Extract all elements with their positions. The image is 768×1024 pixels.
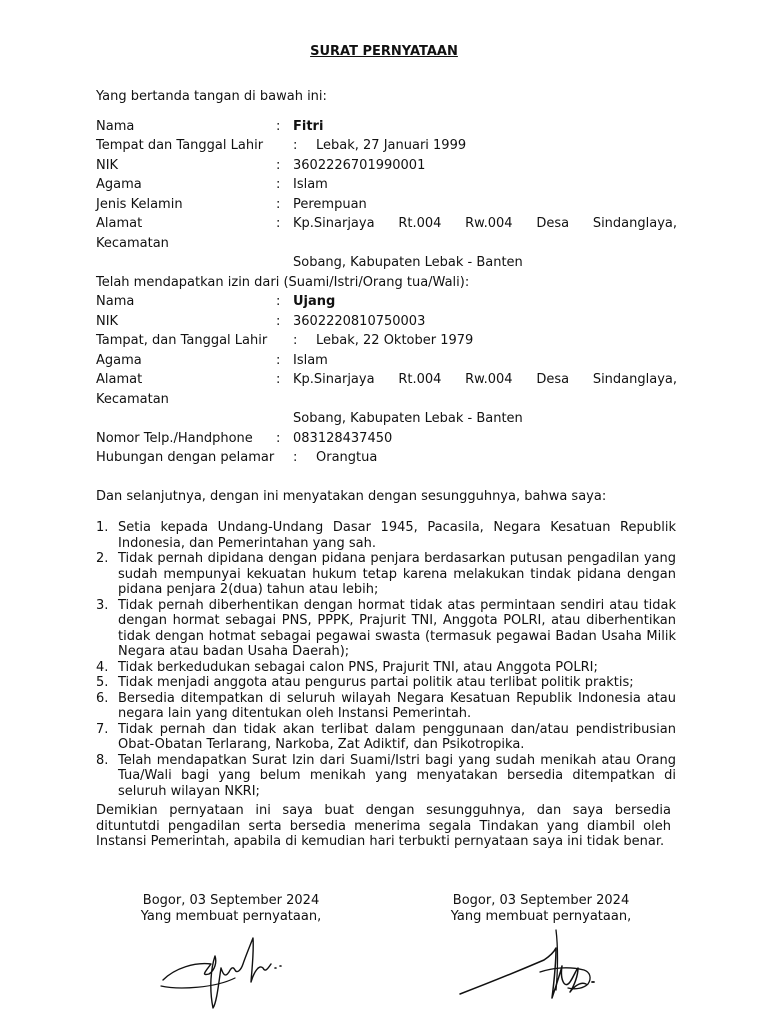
field-label: Tempat dan Tanggal Lahir xyxy=(96,138,264,153)
colon: : xyxy=(276,119,281,134)
list-text: Tidak menjadi anggota atau pengurus partai politik atau terlibat politik praktis; xyxy=(118,675,634,690)
address-word: Sindanglaya, xyxy=(592,216,677,231)
person-nik-row xyxy=(96,158,678,174)
address-word: Kp.Sinarjaya xyxy=(293,216,375,231)
field-label: Tampat, dan Tanggal Lahir xyxy=(96,333,268,348)
guardian-relation-value: Orangtua xyxy=(316,450,378,465)
field-label: Jenis Kelamin xyxy=(96,197,183,212)
list-number: 2. xyxy=(96,551,109,566)
colon: : xyxy=(276,353,281,368)
field-label: NIK xyxy=(96,158,119,173)
guardian-name-row xyxy=(96,294,678,310)
person-religion-row xyxy=(96,177,678,193)
list-text: Setia kepada Undang-Undang Dasar 1945, Pacasila, Negara Kesatuan Republik Indonesia, dan Pemerintahan yang sah. xyxy=(118,520,676,551)
permission-intro: Telah mendapatkan izin dari (Suami/Istri/Orang tua/Wali): xyxy=(96,275,470,290)
field-label: Alamat xyxy=(96,216,143,231)
field-label: Agama xyxy=(96,353,142,368)
list-number: 3. xyxy=(96,597,109,613)
person-address-line2: Sobang, Kabupaten Lebak - Banten xyxy=(293,255,523,270)
field-label: Hubungan dengan pelamar xyxy=(96,450,275,465)
guardian-nik-row xyxy=(96,314,678,330)
guardian-religion-row xyxy=(96,353,678,369)
list-number: 7. xyxy=(96,721,109,737)
guardian-religion-value: Islam xyxy=(293,353,328,368)
handwritten-signature-left xyxy=(155,928,290,1020)
colon: : xyxy=(276,314,281,329)
colon: : xyxy=(276,216,281,231)
list-item xyxy=(96,598,676,660)
list-item xyxy=(96,753,676,800)
guardian-nik-value: 3602220810750003 xyxy=(293,314,426,329)
colon: : xyxy=(293,450,298,465)
colon: : xyxy=(276,158,281,173)
colon: : xyxy=(276,177,281,192)
field-label: Nama xyxy=(96,119,135,134)
person-name-value: Fitri xyxy=(293,119,324,134)
colon: : xyxy=(293,138,298,153)
field-label: Nama xyxy=(96,294,135,309)
guardian-birth-row xyxy=(96,333,678,349)
signature-place-date: Bogor, 03 September 2024 xyxy=(142,893,320,908)
signature-block-right xyxy=(421,893,661,925)
list-number: 1. xyxy=(96,520,109,535)
declaration-intro: Dan selanjutnya, dengan ini menyatakan dengan sesungguhnya, bahwa saya: xyxy=(96,489,607,504)
colon: : xyxy=(276,431,281,446)
person-birth-row xyxy=(96,138,678,154)
guardian-address-value xyxy=(293,372,677,388)
person-name-row xyxy=(96,119,678,135)
colon: : xyxy=(276,294,281,309)
list-text: Tidak pernah dipidana dengan pidana penjara berdasarkan putusan pengadilan yang sudah mempunyai kekuatan hukum tetap karena melakukan tindak pidana dengan pidana penjara 2(dua) tahun atau lebih; xyxy=(118,551,676,597)
address-word: Desa xyxy=(536,372,570,387)
address-word: Rt.004 xyxy=(398,216,442,231)
person-address-wrap: Kecamatan xyxy=(96,236,169,251)
guardian-address-line2: Sobang, Kabupaten Lebak - Banten xyxy=(293,411,523,426)
guardian-birth-value: Lebak, 22 Oktober 1979 xyxy=(316,333,474,348)
handwritten-signature-right xyxy=(456,926,606,1020)
guardian-name-value: Ujang xyxy=(293,294,336,309)
guardian-phone-value: 083128437450 xyxy=(293,431,393,446)
person-birth-value: Lebak, 27 Januari 1999 xyxy=(316,138,467,153)
closing-paragraph: Demikian pernyataan ini saya buat dengan sesungguhnya, dan saya bersedia dituntutdi pengadilan serta bersedia menerima segala Tindakan yang diambil oleh Instansi Pemerintah, apabila di kemudian hari terbukti pernyataan saya ini tidak benar. xyxy=(96,803,671,849)
person-address-value xyxy=(293,216,677,232)
list-item xyxy=(96,722,676,753)
list-number: 5. xyxy=(96,675,109,690)
colon: : xyxy=(276,372,281,387)
list-item xyxy=(96,660,676,676)
document-title: SURAT PERNYATAAN xyxy=(310,44,458,59)
signature-role: Yang membuat pernyataan, xyxy=(450,909,632,924)
colon: : xyxy=(293,333,298,348)
address-word: Rw.004 xyxy=(465,216,513,231)
colon: : xyxy=(276,197,281,212)
list-number: 8. xyxy=(96,752,109,768)
address-word: Desa xyxy=(536,216,570,231)
list-text: Tidak pernah dan tidak akan terlibat dalam penggunaan dan/atau pendistribusian Obat-Obatan Terlarang, Narkoba, Zat Adiktif, dan Psikotropika. xyxy=(118,721,676,752)
list-number: 4. xyxy=(96,659,109,675)
person-gender-row xyxy=(96,197,678,213)
address-word: Sindanglaya, xyxy=(592,372,677,387)
list-item xyxy=(96,551,676,598)
person-religion-value: Islam xyxy=(293,177,328,192)
address-word: Kp.Sinarjaya xyxy=(293,372,375,387)
list-text: Telah mendapatkan Surat Izin dari Suami/Istri bagi yang sudah menikah atau Orang Tua/Wali bagi yang belum menikah yang menyatakan bersedia ditempatkan di seluruh wilayan NKRI; xyxy=(118,752,676,799)
list-text: Tidak berkedudukan sebagai calon PNS, Prajurit TNI, atau Anggota POLRI; xyxy=(118,659,598,675)
address-word: Rw.004 xyxy=(465,372,513,387)
list-number: 6. xyxy=(96,690,109,706)
guardian-address-wrap: Kecamatan xyxy=(96,392,169,407)
person-nik-value: 3602226701990001 xyxy=(293,158,426,173)
guardian-relation-row xyxy=(96,450,678,466)
signature-block-left xyxy=(111,893,351,925)
field-label: NIK xyxy=(96,314,119,329)
field-label: Alamat xyxy=(96,372,143,387)
statement-list xyxy=(96,520,676,799)
signature-place-date: Bogor, 03 September 2024 xyxy=(452,893,630,908)
list-item xyxy=(96,691,676,722)
list-item xyxy=(96,675,676,691)
address-word: Rt.004 xyxy=(398,372,442,387)
signature-role: Yang membuat pernyataan, xyxy=(140,909,322,924)
list-item xyxy=(96,520,676,551)
list-text: Bersedia ditempatkan di seluruh wilayah Negara Kesatuan Republik Indonesia atau negara lain yang ditentukan oleh Instansi Pemerintah. xyxy=(118,690,676,721)
guardian-phone-row xyxy=(96,431,678,447)
person-gender-value: Perempuan xyxy=(293,197,367,212)
field-label: Agama xyxy=(96,177,142,192)
field-label: Nomor Telp./Handphone xyxy=(96,431,253,446)
list-text: Tidak pernah diberhentikan dengan hormat tidak atas permintaan sendiri atau tidak dengan hormat sebagai PNS, PPPK, Prajurit TNI, Anggota POLRI, atau diberhentikan tidak dengan hotmat sebagai pegawai swasta (termasuk pegawai Badan Usaha Milik Negara atau badan Usaha Daerah); xyxy=(118,597,676,659)
intro-text: Yang bertanda tangan di bawah ini: xyxy=(96,89,327,104)
